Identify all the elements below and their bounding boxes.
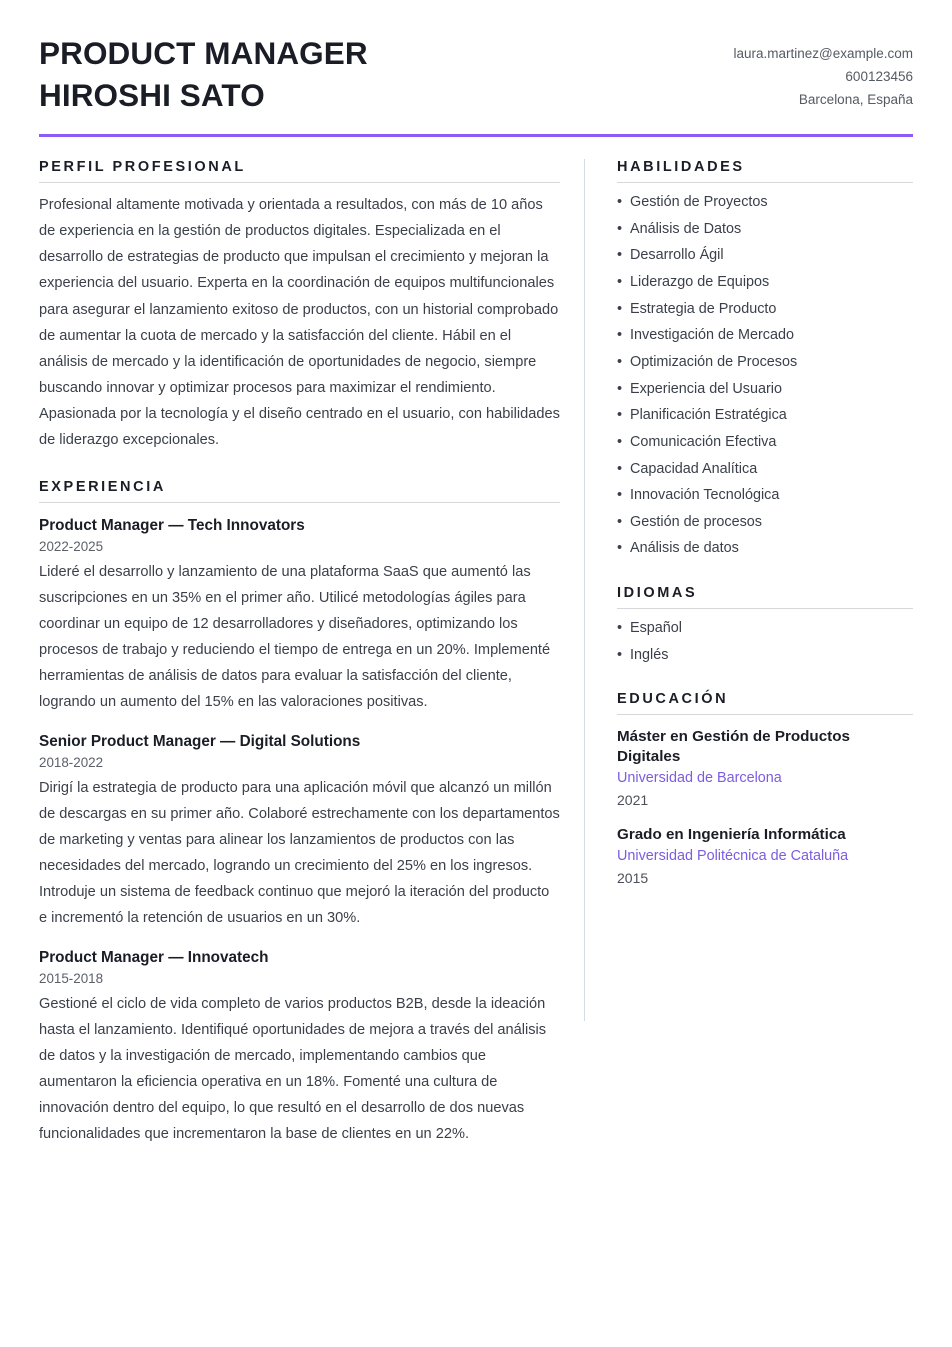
profile-text: Profesional altamente motivada y orientada a resultados, con más de 10 años de experiencia en la gestión de productos digitales. Especializada en el desarrollo de estrategias de producto que impulsan el crecimiento y mejoran la experiencia del usuario. Experta en la coordinación de equipos multifuncionales para asegurar el lanzamiento exitoso de productos, con un historial comprobado de aumentar la cuota de mercado y la satisfacción del cliente. Hábil en el análisis de mercado y la identificación de oportunidades de negocio, siempre buscando innovar y optimizar procesos para maximizar el rendimiento. Apasionada por la tecnología y el diseño centrado en el usuario, con habilidades de liderazgo excepcionales. xyxy=(39,197,560,449)
experience-item xyxy=(39,948,560,1147)
section-experience xyxy=(39,479,560,1147)
section-heading-skills: HABILIDADES xyxy=(617,159,913,183)
section-profile xyxy=(39,159,560,453)
section-skills xyxy=(617,159,913,559)
education-degree: Máster en Gestión de Productos Digitales xyxy=(617,728,850,766)
list-item: • Experiencia del Usuario xyxy=(617,379,913,399)
section-heading-languages: IDIOMAS xyxy=(617,585,913,609)
experience-item xyxy=(39,516,560,715)
title-name: HIROSHI SATO xyxy=(39,76,265,113)
languages-list xyxy=(617,618,913,665)
list-item: • Optimización de Procesos xyxy=(617,352,913,372)
list-item: • Inglés xyxy=(617,645,913,665)
sidebar-column xyxy=(585,159,913,1147)
list-item: • Análisis de datos xyxy=(617,538,913,558)
contact-phone: 600123456 xyxy=(845,69,913,85)
list-item: • Gestión de procesos xyxy=(617,512,913,532)
resume-body xyxy=(0,159,952,1147)
title-role: PRODUCT MANAGER xyxy=(39,35,368,71)
section-heading-education: EDUCACIÓN xyxy=(617,691,913,715)
header-identity xyxy=(39,33,368,116)
accent-divider xyxy=(39,134,913,137)
job-dates: 2018-2022 xyxy=(39,754,104,770)
education-school: Universidad Politécnica de Cataluña xyxy=(617,848,849,865)
contact-location: Barcelona, España xyxy=(798,92,913,108)
job-title: Product Manager — Innovatech xyxy=(39,949,269,967)
list-item: • Análisis de Datos xyxy=(617,219,913,239)
section-heading-profile: PERFIL PROFESIONAL xyxy=(39,159,560,183)
education-school: Universidad de Barcelona xyxy=(617,770,782,787)
list-item: • Gestión de Proyectos xyxy=(617,192,913,212)
list-item: • Investigación de Mercado xyxy=(617,325,913,345)
list-item: • Innovación Tecnológica xyxy=(617,485,913,505)
job-description: Lideré el desarrollo y lanzamiento de una plataforma SaaS que aumentó las suscripciones en un 35% en el primer año. Utilicé metodologías ágiles para coordinar un equipo de 12 desarrolladores y diseñadores, optimizando los procesos de trabajo y reduciendo el tiempo de entrega en un 20%. Implementé herramientas de análisis de datos para evaluar la satisfacción del cliente, logrando un aumento del 15% en las valoraciones positivas. xyxy=(39,563,551,711)
contact-email: laura.martinez@example.com xyxy=(733,46,913,61)
contact-block xyxy=(733,33,913,112)
resume-header xyxy=(0,0,952,116)
list-item: • Planificación Estratégica xyxy=(617,405,913,425)
list-item: • Desarrollo Ágil xyxy=(617,245,913,265)
list-item: • Liderazgo de Equipos xyxy=(617,272,913,292)
list-item: • Español xyxy=(617,618,913,638)
job-description: Dirigí la estrategia de producto para una aplicación móvil que alcanzó un millón de descargas en su primer año. Colaboré estrechamente con los departamentos de marketing y ventas para alinear los lanzamientos de productos con las necesidades del mercado, logrando un crecimiento del 25% en los ingresos. Introduje un sistema de feedback continuo que mejoró la iteración del producto e incrementó la retención de usuarios en un 30%. xyxy=(39,779,560,927)
list-item: • Estrategia de Producto xyxy=(617,299,913,319)
job-description: Gestioné el ciclo de vida completo de varios productos B2B, desde la ideación hasta el lanzamiento. Identifiqué oportunidades de mejora a través del análisis de datos y la investigación de mercado, implementando cambios que aumentaron la eficiencia operativa en un 18%. Fomenté una cultura de innovación dentro del equipo, lo que resultó en el desarrollo de dos nuevas funcionalidades que incrementaron la base de clientes en un 22%. xyxy=(39,995,547,1143)
education-item xyxy=(617,825,913,889)
section-heading-experience: EXPERIENCIA xyxy=(39,479,560,503)
main-column xyxy=(39,159,584,1147)
skills-list xyxy=(617,192,913,559)
list-item: • Comunicación Efectiva xyxy=(617,432,913,452)
job-title: Product Manager — Tech Innovators xyxy=(39,517,305,535)
education-degree: Grado en Ingeniería Informática xyxy=(617,826,846,844)
experience-item xyxy=(39,732,560,931)
education-year: 2015 xyxy=(617,869,649,886)
education-year: 2021 xyxy=(617,792,649,809)
section-languages xyxy=(617,585,913,665)
job-dates: 2022-2025 xyxy=(39,538,104,554)
job-dates: 2015-2018 xyxy=(39,971,104,987)
job-title: Senior Product Manager — Digital Solutions xyxy=(39,733,361,751)
list-item: • Capacidad Analítica xyxy=(617,459,913,479)
education-item xyxy=(617,727,913,811)
page-title xyxy=(39,33,368,116)
section-education xyxy=(617,691,913,889)
